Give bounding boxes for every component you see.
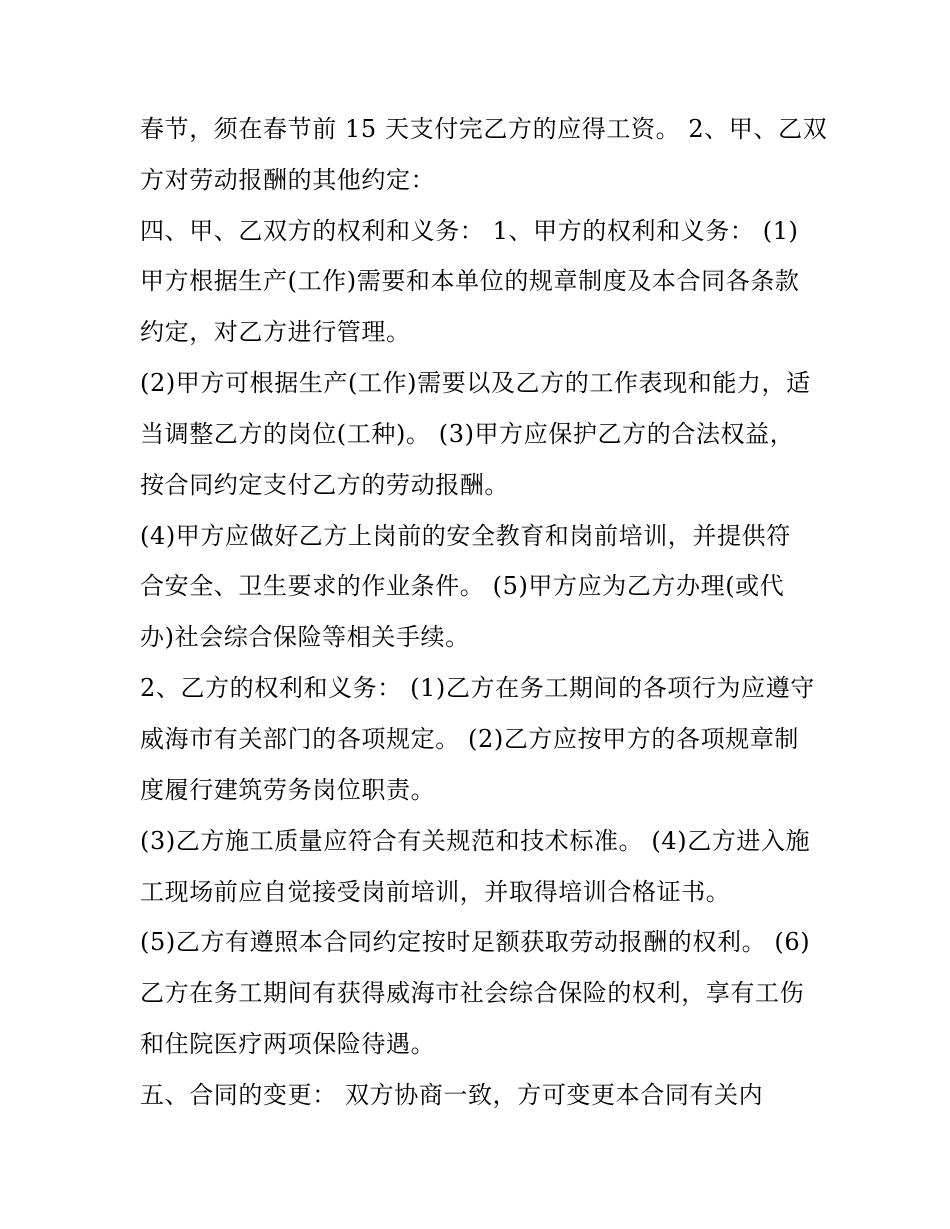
text-line: 威海市有关部门的各项规定。 (2)乙方应按甲方的各项规章制 [140, 725, 800, 753]
text-line: 按合同约定支付乙方的劳动报酬。 [140, 471, 509, 499]
text-line: 和住院医疗两项保险待遇。 [140, 1030, 436, 1058]
text-line: (5)乙方有遵照本合同约定按时足额获取劳动报酬的权利。 (6) [140, 928, 811, 956]
text-line: 2、乙方的权利和义务： (1)乙方在务工期间的各项行为应遵守 [140, 674, 815, 702]
text-line: 度履行建筑劳务岗位职责。 [140, 776, 436, 804]
text-line: 乙方在务工期间有获得威海市社会综合保险的权利，享有工伤 [140, 979, 805, 1007]
text-line: 方对劳动报酬的其他约定： [140, 166, 436, 194]
text-line: (3)乙方施工质量应符合有关规范和技术标准。 (4)乙方进入施 [140, 827, 811, 855]
text-line: 五、合同的变更： 双方协商一致，方可变更本合同有关内 [140, 1081, 764, 1109]
text-line: 合安全、卫生要求的作业条件。 (5)甲方应为乙方办理(或代 [140, 572, 785, 600]
text-line: 工现场前应自觉接受岗前培训，并取得培训合格证书。 [140, 878, 731, 906]
text-line: 四、甲、乙双方的权利和义务： 1、甲方的权利和义务： (1) [140, 217, 799, 245]
text-line: 办)社会综合保险等相关手续。 [140, 623, 470, 651]
text-line: 当调整乙方的岗位(工种)。 (3)甲方应保护乙方的合法权益， [140, 420, 795, 448]
text-line: (4)甲方应做好乙方上岗前的安全教育和岗前培训，并提供符 [140, 522, 791, 550]
text-line: 甲方根据生产(工作)需要和本单位的规章制度及本合同各条款 [140, 267, 800, 295]
text-line: 春节，须在春节前 15 天支付完乙方的应得工资。 2、甲、乙双 [140, 115, 828, 143]
text-line: (2)甲方可根据生产(工作)需要以及乙方的工作表现和能力，适 [140, 369, 811, 397]
text-line: 约定，对乙方进行管理。 [140, 318, 411, 346]
